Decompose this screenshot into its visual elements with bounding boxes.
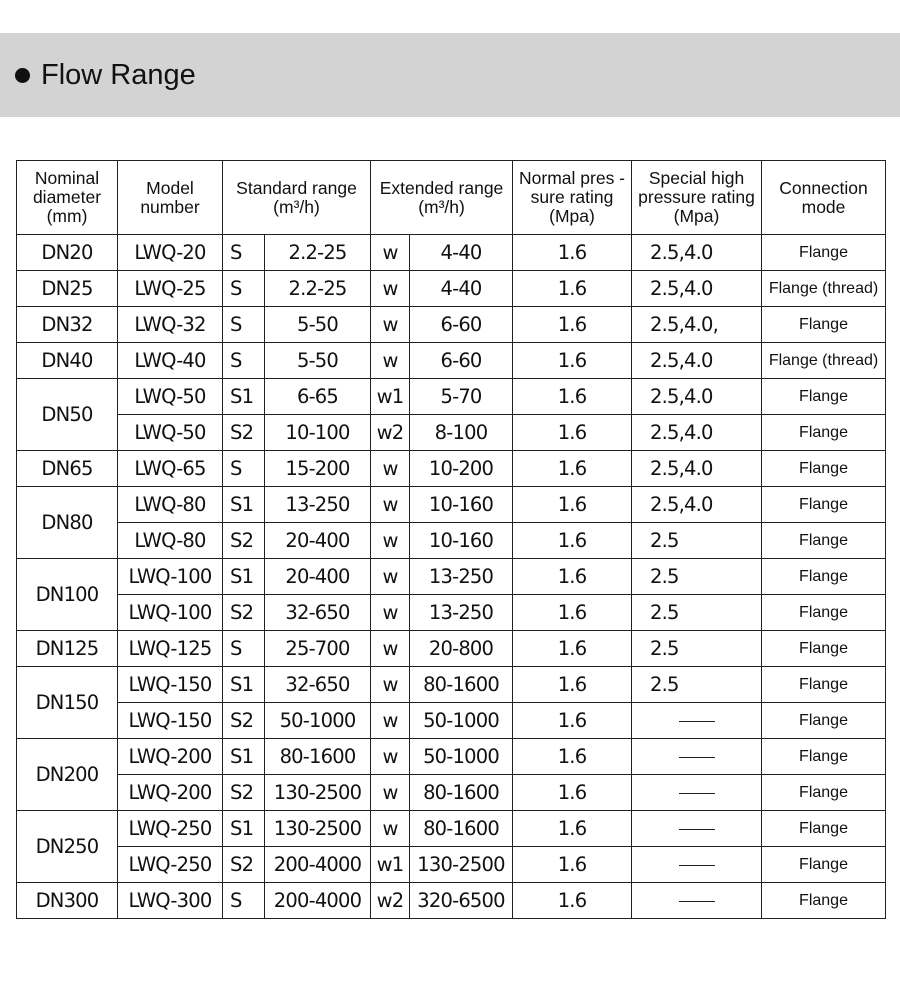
normal-pressure-cell: 1.6: [513, 379, 632, 415]
normal-pressure-cell: 1.6: [513, 703, 632, 739]
standard-code-cell: S: [223, 307, 265, 343]
not-available-dash: [679, 901, 715, 902]
standard-range-cell: 200-4000: [265, 847, 371, 883]
not-available-dash: [679, 865, 715, 866]
table-row: [17, 775, 886, 811]
extended-code-cell: w1: [371, 847, 410, 883]
standard-code-cell: S2: [223, 415, 265, 451]
bullet-dot-icon: [15, 68, 30, 83]
standard-code-cell: S1: [223, 811, 265, 847]
special-pressure-cell: 2.5,4.0: [632, 487, 762, 523]
table-row: [17, 631, 886, 667]
extended-range-cell: 4-40: [410, 271, 513, 307]
standard-range-cell: 130-2500: [265, 811, 371, 847]
standard-code-cell: S2: [223, 847, 265, 883]
connection-mode-cell: Flange: [762, 631, 886, 667]
normal-pressure-cell: 1.6: [513, 487, 632, 523]
header-standard-range: Standard range (m³/h): [223, 161, 371, 235]
special-pressure-cell: 2.5,4.0: [632, 271, 762, 307]
table-row: [17, 883, 886, 919]
normal-pressure-cell: 1.6: [513, 415, 632, 451]
normal-pressure-cell: 1.6: [513, 811, 632, 847]
model-cell: LWQ-125: [118, 631, 223, 667]
normal-pressure-cell: 1.6: [513, 775, 632, 811]
nominal-diameter-cell: DN65: [17, 451, 118, 487]
standard-code-cell: S: [223, 883, 265, 919]
special-pressure-cell: 2.5: [632, 631, 762, 667]
model-cell: LWQ-250: [118, 847, 223, 883]
extended-code-cell: w: [371, 271, 410, 307]
normal-pressure-cell: 1.6: [513, 847, 632, 883]
extended-code-cell: w: [371, 487, 410, 523]
extended-code-cell: w: [371, 775, 410, 811]
standard-range-cell: 20-400: [265, 559, 371, 595]
standard-range-cell: 13-250: [265, 487, 371, 523]
extended-range-cell: 6-60: [410, 343, 513, 379]
standard-range-cell: 5-50: [265, 307, 371, 343]
standard-code-cell: S1: [223, 379, 265, 415]
extended-code-cell: w: [371, 595, 410, 631]
connection-mode-cell: Flange: [762, 595, 886, 631]
standard-code-cell: S1: [223, 559, 265, 595]
connection-mode-cell: Flange: [762, 379, 886, 415]
normal-pressure-cell: 1.6: [513, 271, 632, 307]
standard-code-cell: S2: [223, 595, 265, 631]
table-row: [17, 415, 886, 451]
table-row: [17, 847, 886, 883]
model-cell: LWQ-80: [118, 487, 223, 523]
extended-code-cell: w2: [371, 883, 410, 919]
normal-pressure-cell: 1.6: [513, 595, 632, 631]
extended-range-cell: 80-1600: [410, 667, 513, 703]
normal-pressure-cell: 1.6: [513, 451, 632, 487]
standard-code-cell: S2: [223, 775, 265, 811]
table-row: [17, 667, 886, 703]
table-row: [17, 487, 886, 523]
standard-code-cell: S2: [223, 523, 265, 559]
normal-pressure-cell: 1.6: [513, 739, 632, 775]
model-cell: LWQ-200: [118, 775, 223, 811]
standard-range-cell: 20-400: [265, 523, 371, 559]
standard-range-cell: 5-50: [265, 343, 371, 379]
standard-code-cell: S1: [223, 739, 265, 775]
extended-code-cell: w1: [371, 379, 410, 415]
standard-range-cell: 32-650: [265, 667, 371, 703]
connection-mode-cell: Flange (thread): [762, 271, 886, 307]
extended-range-cell: 320-6500: [410, 883, 513, 919]
not-available-dash: [679, 757, 715, 758]
extended-code-cell: w2: [371, 415, 410, 451]
connection-mode-cell: Flange: [762, 235, 886, 271]
nominal-diameter-cell: DN80: [17, 487, 118, 559]
extended-range-cell: 4-40: [410, 235, 513, 271]
nominal-diameter-cell: DN40: [17, 343, 118, 379]
nominal-diameter-cell: DN50: [17, 379, 118, 451]
standard-code-cell: S: [223, 343, 265, 379]
standard-range-cell: 80-1600: [265, 739, 371, 775]
special-pressure-cell: 2.5,4.0: [632, 451, 762, 487]
not-available-dash: [679, 793, 715, 794]
extended-range-cell: 80-1600: [410, 811, 513, 847]
extended-range-cell: 20-800: [410, 631, 513, 667]
header-normal-pressure: Normal pres -sure rating (Mpa): [513, 161, 632, 235]
normal-pressure-cell: 1.6: [513, 235, 632, 271]
extended-range-cell: 6-60: [410, 307, 513, 343]
model-cell: LWQ-100: [118, 559, 223, 595]
special-pressure-cell: [632, 883, 762, 919]
extended-range-cell: 50-1000: [410, 703, 513, 739]
special-pressure-cell: 2.5: [632, 667, 762, 703]
table-row: [17, 271, 886, 307]
section-header: [0, 33, 900, 117]
not-available-dash: [679, 829, 715, 830]
standard-code-cell: S: [223, 235, 265, 271]
header-extended-range: Extended range (m³/h): [371, 161, 513, 235]
connection-mode-cell: Flange: [762, 523, 886, 559]
section-title: Flow Range: [41, 58, 196, 91]
standard-code-cell: S: [223, 271, 265, 307]
extended-range-cell: 80-1600: [410, 775, 513, 811]
flow-range-table: [16, 160, 886, 919]
nominal-diameter-cell: DN150: [17, 667, 118, 739]
normal-pressure-cell: 1.6: [513, 667, 632, 703]
normal-pressure-cell: 1.6: [513, 307, 632, 343]
connection-mode-cell: Flange: [762, 703, 886, 739]
connection-mode-cell: Flange: [762, 883, 886, 919]
normal-pressure-cell: 1.6: [513, 523, 632, 559]
connection-mode-cell: Flange: [762, 775, 886, 811]
extended-range-cell: 13-250: [410, 595, 513, 631]
standard-range-cell: 15-200: [265, 451, 371, 487]
model-cell: LWQ-150: [118, 667, 223, 703]
model-cell: LWQ-65: [118, 451, 223, 487]
model-cell: LWQ-100: [118, 595, 223, 631]
nominal-diameter-cell: DN32: [17, 307, 118, 343]
extended-code-cell: w: [371, 811, 410, 847]
table-header-row: [17, 161, 886, 235]
connection-mode-cell: Flange: [762, 559, 886, 595]
nominal-diameter-cell: DN20: [17, 235, 118, 271]
special-pressure-cell: [632, 775, 762, 811]
connection-mode-cell: Flange: [762, 811, 886, 847]
extended-range-cell: 130-2500: [410, 847, 513, 883]
table-row: [17, 703, 886, 739]
standard-code-cell: S2: [223, 703, 265, 739]
normal-pressure-cell: 1.6: [513, 631, 632, 667]
header-special-pressure: Special high pressure rating (Mpa): [632, 161, 762, 235]
not-available-dash: [679, 721, 715, 722]
connection-mode-cell: Flange: [762, 739, 886, 775]
model-cell: LWQ-80: [118, 523, 223, 559]
table-row: [17, 379, 886, 415]
header-connection-mode: Connection mode: [762, 161, 886, 235]
standard-range-cell: 10-100: [265, 415, 371, 451]
special-pressure-cell: [632, 811, 762, 847]
nominal-diameter-cell: DN300: [17, 883, 118, 919]
model-cell: LWQ-32: [118, 307, 223, 343]
special-pressure-cell: 2.5,4.0: [632, 415, 762, 451]
normal-pressure-cell: 1.6: [513, 883, 632, 919]
table-row: [17, 595, 886, 631]
model-cell: LWQ-250: [118, 811, 223, 847]
connection-mode-cell: Flange: [762, 847, 886, 883]
model-cell: LWQ-40: [118, 343, 223, 379]
connection-mode-cell: Flange: [762, 451, 886, 487]
extended-code-cell: w: [371, 631, 410, 667]
special-pressure-cell: 2.5: [632, 559, 762, 595]
connection-mode-cell: Flange (thread): [762, 343, 886, 379]
extended-code-cell: w: [371, 343, 410, 379]
special-pressure-cell: 2.5,4.0: [632, 343, 762, 379]
nominal-diameter-cell: DN25: [17, 271, 118, 307]
extended-range-cell: 50-1000: [410, 739, 513, 775]
special-pressure-cell: 2.5: [632, 595, 762, 631]
model-cell: LWQ-50: [118, 415, 223, 451]
table-row: [17, 811, 886, 847]
nominal-diameter-cell: DN200: [17, 739, 118, 811]
table-row: [17, 739, 886, 775]
special-pressure-cell: 2.5,4.0,: [632, 307, 762, 343]
table-row: [17, 235, 886, 271]
standard-range-cell: 25-700: [265, 631, 371, 667]
extended-range-cell: 13-250: [410, 559, 513, 595]
standard-range-cell: 2.2-25: [265, 235, 371, 271]
standard-code-cell: S: [223, 451, 265, 487]
standard-range-cell: 32-650: [265, 595, 371, 631]
model-cell: LWQ-200: [118, 739, 223, 775]
extended-code-cell: w: [371, 667, 410, 703]
extended-range-cell: 8-100: [410, 415, 513, 451]
header-nominal-diameter: Nominal diameter (mm): [17, 161, 118, 235]
standard-range-cell: 2.2-25: [265, 271, 371, 307]
special-pressure-cell: [632, 847, 762, 883]
normal-pressure-cell: 1.6: [513, 343, 632, 379]
special-pressure-cell: [632, 703, 762, 739]
model-cell: LWQ-25: [118, 271, 223, 307]
extended-code-cell: w: [371, 739, 410, 775]
extended-code-cell: w: [371, 703, 410, 739]
connection-mode-cell: Flange: [762, 487, 886, 523]
model-cell: LWQ-50: [118, 379, 223, 415]
extended-code-cell: w: [371, 235, 410, 271]
connection-mode-cell: Flange: [762, 307, 886, 343]
table-row: [17, 343, 886, 379]
nominal-diameter-cell: DN125: [17, 631, 118, 667]
standard-range-cell: 50-1000: [265, 703, 371, 739]
model-cell: LWQ-20: [118, 235, 223, 271]
model-cell: LWQ-300: [118, 883, 223, 919]
standard-range-cell: 130-2500: [265, 775, 371, 811]
connection-mode-cell: Flange: [762, 667, 886, 703]
extended-range-cell: 10-200: [410, 451, 513, 487]
extended-range-cell: 5-70: [410, 379, 513, 415]
nominal-diameter-cell: DN100: [17, 559, 118, 631]
model-cell: LWQ-150: [118, 703, 223, 739]
extended-code-cell: w: [371, 451, 410, 487]
nominal-diameter-cell: DN250: [17, 811, 118, 883]
standard-code-cell: S: [223, 631, 265, 667]
table-row: [17, 523, 886, 559]
standard-range-cell: 200-4000: [265, 883, 371, 919]
normal-pressure-cell: 1.6: [513, 559, 632, 595]
special-pressure-cell: [632, 739, 762, 775]
extended-code-cell: w: [371, 559, 410, 595]
special-pressure-cell: 2.5,4.0: [632, 379, 762, 415]
extended-code-cell: w: [371, 307, 410, 343]
table-row: [17, 451, 886, 487]
header-model-number: Model number: [118, 161, 223, 235]
standard-code-cell: S1: [223, 667, 265, 703]
table-row: [17, 307, 886, 343]
extended-code-cell: w: [371, 523, 410, 559]
standard-code-cell: S1: [223, 487, 265, 523]
standard-range-cell: 6-65: [265, 379, 371, 415]
extended-range-cell: 10-160: [410, 487, 513, 523]
special-pressure-cell: 2.5: [632, 523, 762, 559]
connection-mode-cell: Flange: [762, 415, 886, 451]
table-row: [17, 559, 886, 595]
special-pressure-cell: 2.5,4.0: [632, 235, 762, 271]
extended-range-cell: 10-160: [410, 523, 513, 559]
